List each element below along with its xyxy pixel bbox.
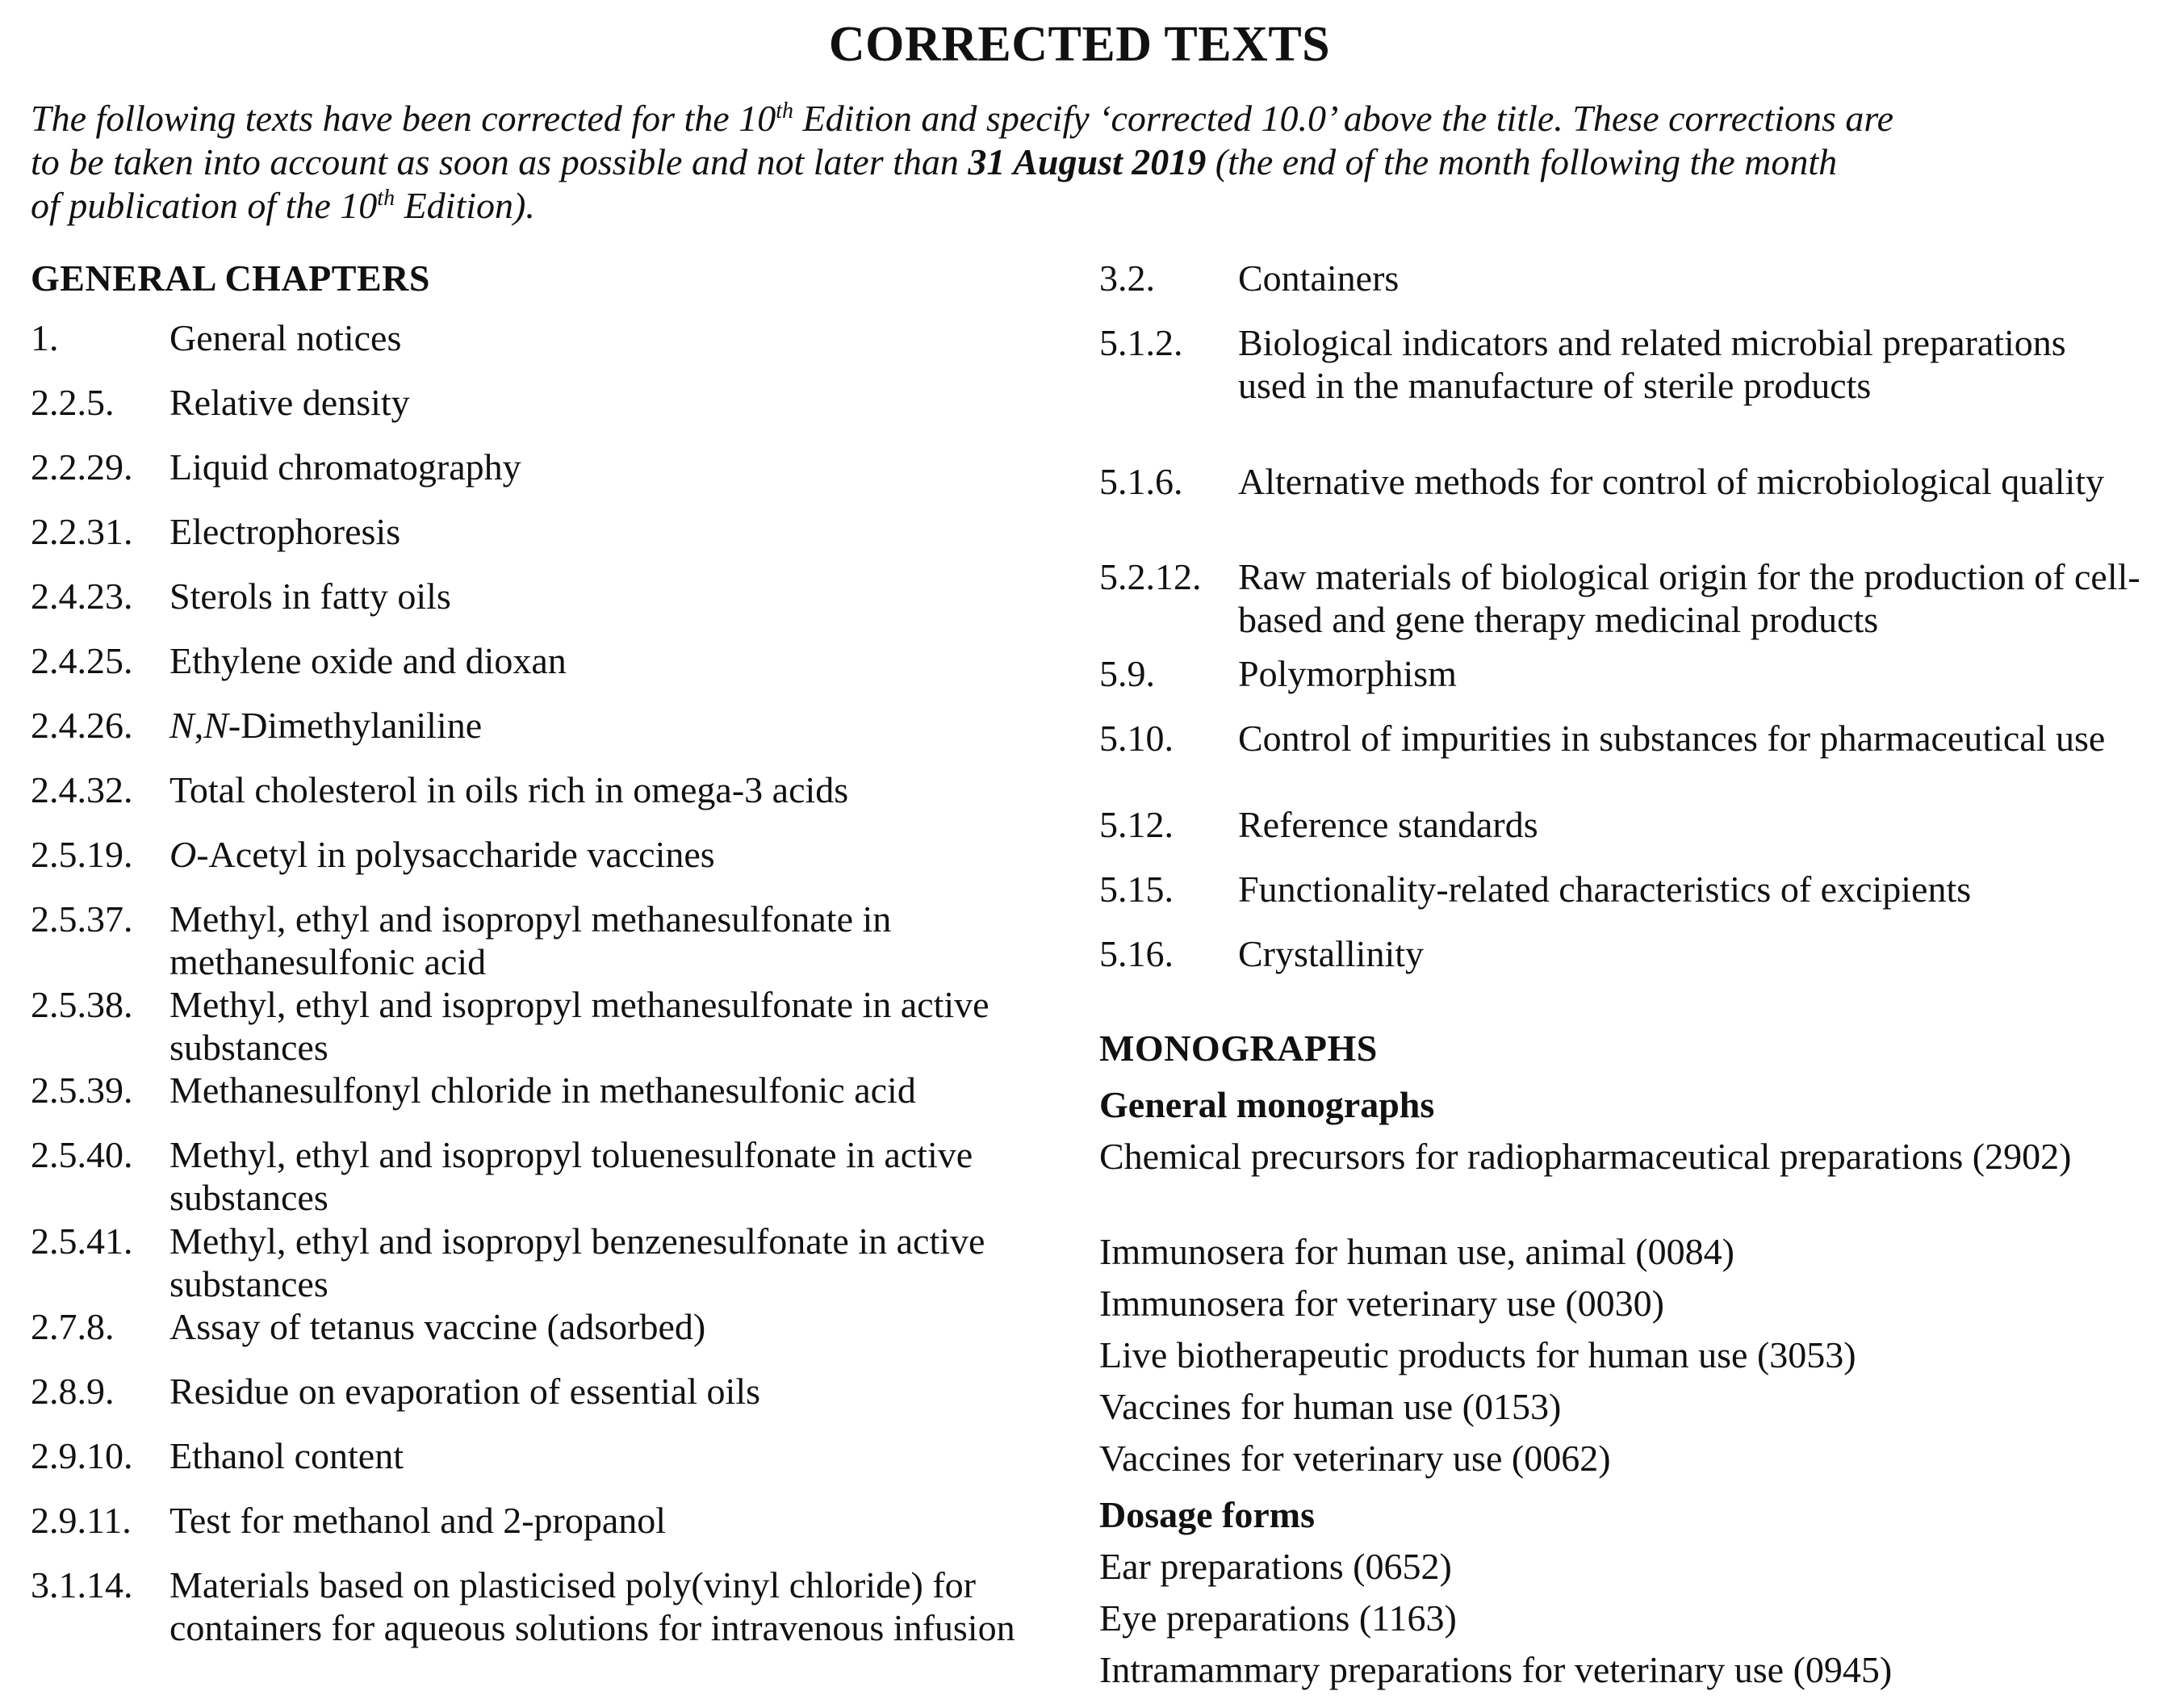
monographs-heading: MONOGRAPHS bbox=[1099, 1028, 1378, 1069]
chapter-title: Electrophoresis bbox=[169, 511, 401, 552]
monograph-title: Vaccines for veterinary use (0062) bbox=[1099, 1438, 1611, 1479]
monograph-item bbox=[1099, 1135, 2149, 1178]
deadline-date: 31 August 2019 bbox=[968, 141, 1207, 182]
italic-prefix: O bbox=[169, 834, 197, 875]
monograph-item bbox=[1099, 1437, 2149, 1480]
chapter-number: 2.2.31. bbox=[31, 511, 133, 552]
italic-prefix: N bbox=[203, 705, 228, 746]
chapter-title: Relative density bbox=[169, 382, 410, 423]
chapter-number: 2.5.40. bbox=[31, 1134, 133, 1175]
chapter-number: 2.5.38. bbox=[31, 984, 133, 1025]
chapter-number: 2.9.11. bbox=[31, 1500, 132, 1541]
chapter-number: 2.5.19. bbox=[31, 834, 133, 875]
chapter-title: Crystallinity bbox=[1238, 933, 1424, 974]
monograph-title: Eye preparations (1163) bbox=[1099, 1597, 1457, 1639]
chapter-title: Ethanol content bbox=[169, 1435, 404, 1476]
chapter-number: 2.2.5. bbox=[31, 382, 115, 423]
intro-text: (the end of the month following the month bbox=[1206, 141, 1838, 182]
chapter-number: 5.15. bbox=[1099, 869, 1174, 910]
chapter-title: Reference standards bbox=[1238, 804, 1538, 845]
monograph-title: Live biotherapeutic products for human use (3053) bbox=[1099, 1334, 1856, 1375]
chapter-title: Methyl, ethyl and isopropyl methanesulfonate in active substances bbox=[169, 984, 990, 1068]
dosage-forms-heading: Dosage forms bbox=[1099, 1494, 1315, 1535]
chapter-number: 2.5.39. bbox=[31, 1070, 133, 1111]
intro-paragraph bbox=[31, 97, 2129, 228]
chapter-number: 5.2.12. bbox=[1099, 556, 1202, 597]
chapter-title: Assay of tetanus vaccine (adsorbed) bbox=[169, 1306, 706, 1347]
chapter-number: 5.10. bbox=[1099, 718, 1174, 759]
monograph-item bbox=[1099, 1648, 2149, 1691]
monograph-title: Immunosera for human use, animal (0084) bbox=[1099, 1231, 1734, 1272]
chapter-number: 2.9.10. bbox=[31, 1435, 133, 1476]
monograph-item bbox=[1099, 1545, 2149, 1588]
intro-line-1 bbox=[31, 97, 2129, 140]
intro-text: Edition). bbox=[395, 185, 535, 226]
intro-line-3 bbox=[31, 184, 2129, 228]
chapter-title: Methyl, ethyl and isopropyl methanesulfonate in methanesulfonic acid bbox=[169, 898, 892, 982]
chapter-title: Polymorphism bbox=[1238, 653, 1457, 694]
chapter-title: Raw materials of biological origin for the production of cell-based and gene therapy medicinal products bbox=[1238, 556, 2140, 640]
chapter-number: 2.2.29. bbox=[31, 446, 133, 488]
chapter-number: 2.4.32. bbox=[31, 769, 133, 810]
chapter-title: Functionality-related characteristics of excipients bbox=[1238, 869, 1972, 910]
general-monographs-heading: General monographs bbox=[1099, 1084, 1435, 1125]
chapter-number: 5.9. bbox=[1099, 653, 1155, 694]
chapter-number: 1. bbox=[31, 317, 59, 358]
intro-text: Edition and specify ‘corrected 10.0’ above the title. These corrections are bbox=[793, 98, 1894, 139]
monograph-item bbox=[1099, 1333, 2149, 1376]
chapter-title: Alternative methods for control of microbiological quality bbox=[1238, 461, 2105, 502]
title-part: -Dimethylaniline bbox=[228, 705, 483, 746]
chapter-title bbox=[169, 704, 1073, 747]
chapter-title: Liquid chromatography bbox=[169, 446, 521, 488]
monograph-item bbox=[1099, 1230, 2149, 1273]
chapter-number: 2.7.8. bbox=[31, 1306, 115, 1347]
monograph-title: Chemical precursors for radiopharmaceutical preparations (2902) bbox=[1099, 1136, 2072, 1177]
intro-text: to be taken into account as soon as possible and not later than bbox=[31, 141, 969, 182]
chapter-number: 2.4.25. bbox=[31, 640, 133, 681]
chapter-number: 5.1.6. bbox=[1099, 461, 1183, 502]
chapter-number: 2.4.26. bbox=[31, 705, 133, 746]
chapter-title: Methyl, ethyl and isopropyl toluenesulfonate in active substances bbox=[169, 1134, 973, 1218]
chapter-title bbox=[169, 833, 1073, 876]
intro-sup: th bbox=[776, 98, 793, 123]
monograph-item bbox=[1099, 1385, 2149, 1428]
monograph-title: Ear preparations (0652) bbox=[1099, 1546, 1452, 1587]
chapter-title: Sterols in fatty oils bbox=[169, 576, 451, 617]
monograph-title: Vaccines for human use (0153) bbox=[1099, 1386, 1562, 1427]
italic-prefix: N bbox=[169, 705, 195, 746]
chapter-title: Methyl, ethyl and isopropyl benzenesulfonate in active substances bbox=[169, 1220, 985, 1304]
monograph-item bbox=[1099, 1282, 2149, 1325]
chapter-number: 2.4.23. bbox=[31, 576, 133, 617]
chapter-number: 2.8.9. bbox=[31, 1371, 115, 1412]
chapter-number: 2.5.37. bbox=[31, 898, 133, 940]
general-chapters-heading: GENERAL CHAPTERS bbox=[31, 257, 430, 299]
chapter-title: Test for methanol and 2-propanol bbox=[169, 1500, 667, 1541]
monograph-item bbox=[1099, 1597, 2149, 1639]
monograph-title: Intramammary preparations for veterinary use (0945) bbox=[1099, 1649, 1893, 1690]
chapter-title: Total cholesterol in oils rich in omega-3 acids bbox=[169, 769, 849, 810]
chapter-title: Containers bbox=[1238, 257, 1400, 299]
chapter-title: Materials based on plasticised poly(vinyl chloride) for containers for aqueous solutions for intravenous infusion bbox=[169, 1564, 1015, 1648]
title-part: , bbox=[194, 705, 204, 746]
chapter-number: 3.1.14. bbox=[31, 1564, 133, 1605]
chapter-number: 5.1.2. bbox=[1099, 322, 1183, 363]
chapter-title: Residue on evaporation of essential oils bbox=[169, 1371, 761, 1412]
monograph-title: Immunosera for veterinary use (0030) bbox=[1099, 1283, 1664, 1324]
chapter-title: General notices bbox=[169, 317, 402, 358]
page-title: CORRECTED TEXTS bbox=[828, 17, 1331, 72]
chapter-title: Ethylene oxide and dioxan bbox=[169, 640, 567, 681]
intro-text: The following texts have been corrected for the 10 bbox=[31, 98, 776, 139]
intro-line-2 bbox=[31, 140, 2129, 184]
chapter-number: 3.2. bbox=[1099, 257, 1155, 299]
chapter-title: Methanesulfonyl chloride in methanesulfonic acid bbox=[169, 1070, 916, 1111]
intro-sup: th bbox=[377, 186, 395, 211]
chapter-number: 5.16. bbox=[1099, 933, 1174, 974]
chapter-number: 2.5.41. bbox=[31, 1220, 133, 1262]
chapter-title: Biological indicators and related microbial preparations used in the manufacture of sterile products bbox=[1238, 322, 2066, 406]
title-part: -Acetyl in polysaccharide vaccines bbox=[196, 834, 715, 875]
chapter-title: Control of impurities in substances for pharmaceutical use bbox=[1238, 718, 2106, 759]
intro-text: of publication of the 10 bbox=[31, 185, 378, 226]
chapter-number: 5.12. bbox=[1099, 804, 1174, 845]
